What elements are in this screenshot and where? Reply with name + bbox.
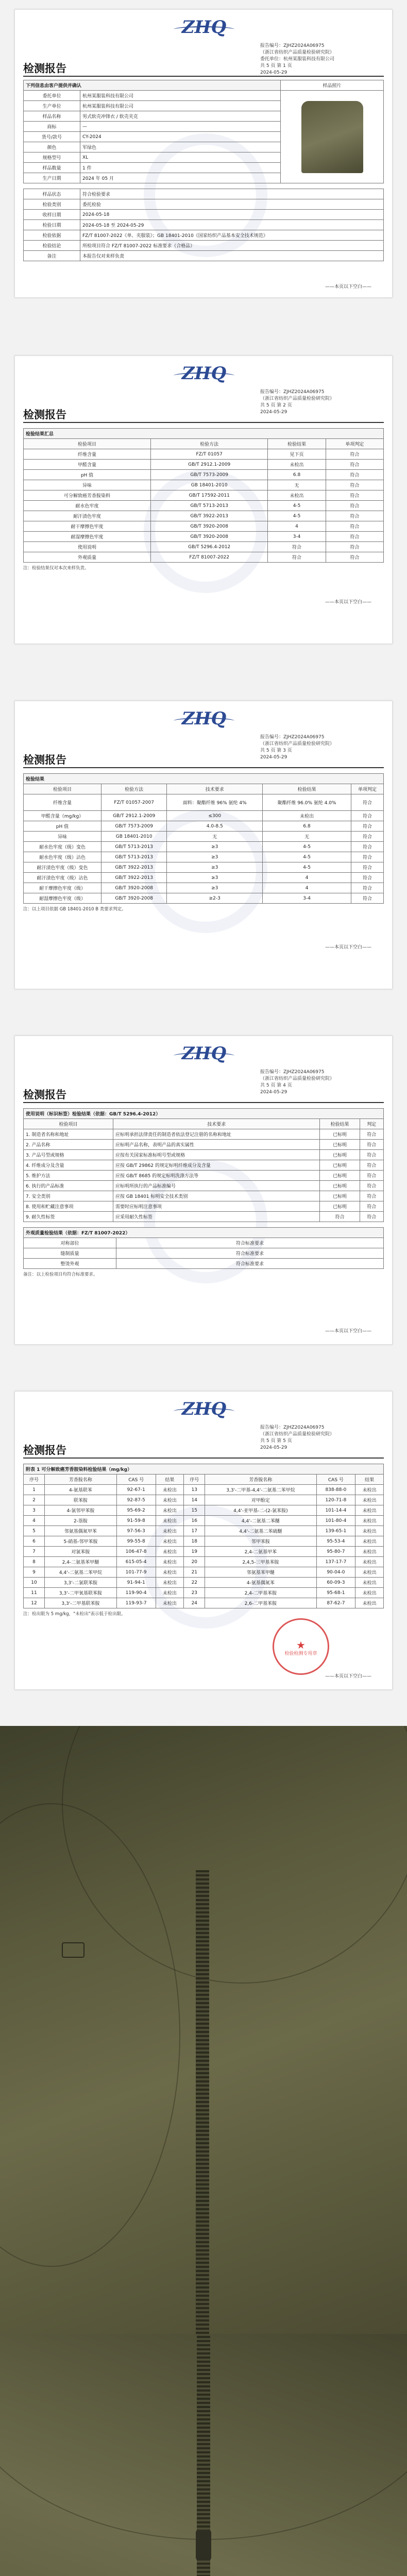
report-meta: 报告编号：ZJHZ2024A06975 （浙江省纺织产品质量检验研究院） 共 5 页 第 2 页 2024-05-29 xyxy=(260,389,335,415)
divider xyxy=(23,1102,384,1103)
divider xyxy=(23,422,384,423)
end-mark: ——本页以下空白—— xyxy=(325,1329,371,1334)
report-meta: 报告编号：ZJHZ2024A06975 （浙江省纺织产品质量检验研究院） 共 5 页 第 4 页 2024-05-29 xyxy=(260,1070,335,1095)
logo: ZHQ xyxy=(169,362,239,385)
divider xyxy=(23,767,384,768)
end-mark: ——本页以下空白—— xyxy=(325,945,371,950)
page-title: 检测报告 xyxy=(23,1089,66,1101)
page-title: 检测报告 xyxy=(23,409,66,421)
report-page-1 xyxy=(14,9,393,298)
label-check: 使用说明（标识标签）检验结果（依据：GB/T 5296.4-2012） 检验项目 技术要求 检验结果 判定 1. 制造者名称和地址 应标明承担法律责任的制造者依法登记注册的名称和地址 已标明 符合 2. 产品名称 应标明产品名称，表明产品的真实属性 已标明 符合 3. 产品号型或规格 应按有关国家标准标明号型或规格 已标明 符合 4. 纤维成分及含量 应按 GB/T 29862 的规定标明纤维成分及含量 已标明 符合 5. 维护方法 应按 GB/T 8685 的规定标明洗涤方法等 已标明 符合 6. 执行的产品标准 应标明所执行的产品标准编号 已标明 符合 7. 安全类别 应按 GB 18401 标明安全技术类别 已标明 符合 8. 使用和贮藏注意事项 需要时应标明注意事项 已标明 符合 9. 耐久性标签 应采用耐久性标签 符合 符合 外观质量检验结果（依据：FZ/T 81007-2022） 对称部位 符合标准要求 缝制质量 符合标准要求 整烫外观 符合标准要求 备注：以上检验项目均符合标准要求。 xyxy=(23,1108,384,1277)
inspection-seal: ★ 检验检测专用章 xyxy=(273,1618,329,1675)
footnote: 备注：以上检验项目均符合标准要求。 xyxy=(23,1272,98,1277)
divider xyxy=(23,76,384,77)
results-detail: 检验结果 检验项目 检验方法 技术要求 检验结果 单项判定 纤维含量 FZ/T 01057-2007 面料：聚酯纤维 96% 氨纶 4% 聚酯纤维 96.0% 氨纶 4.0% 符合 甲醛含量（mg/kg） GB/T 2912.1-2009 ≤300 未检出 符合 pH 值 GB/T 7573-2009 4.0-8.5 6.8 符合 异味 GB 18401-2010 无 无 符合 耐水色牢度（级）变色 GB/T 5713-2013 ≥3 4-5 符合 耐水色牢度（级）沾色 GB/T 5713-2013 ≥3 4-5 符合 耐汗渍色牢度（级）变色 GB/T 3922-2013 ≥3 4-5 符合 耐汗渍色牢度（级）沾色 GB/T 3922-2013 ≥3 4 符合 耐干摩擦色牢度（级） GB/T 3920-2008 ≥3 4 符合 耐湿摩擦色牢度（级） GB/T 3920-2008 ≥2-3 3-4 符合 注：以上项目依据 GB 18401-2010 B 类要求判定。 xyxy=(23,773,384,912)
report-meta: 报告编号：ZJHZ2024A06975 （浙江省纺织产品质量检验研究院） 委托单位：杭州某服装科技有限公司 共 5 页 第 1 页 2024-05-29 xyxy=(260,43,335,75)
report-page-2 xyxy=(14,355,393,644)
brand-badge xyxy=(62,1942,84,1958)
results-summary: 检验结果汇总 检验项目 检验方法 检验结果 单项判定 纤维含量 FZ/T 01057 见下页 符合 甲醛含量 GB/T 2912.1-2009 未检出 符合 pH 值 GB/T 7573-2009 6.8 符合 异味 GB 18401-2010 无 符合 可分解致癌芳香胺染料 GB/T 17592-2011 未检出 符合 耐水色牢度 GB/T 5713-2013 4-5 符合 耐汗渍色牢度 GB/T 3922-2013 4-5 符合 耐干摩擦色牢度 GB/T 3920-2008 4 符合 耐湿摩擦色牢度 GB/T 3920-2008 3-4 符合 使用说明 GB/T 5296.4-2012 符合 符合 外观质量 FZ/T 81007-2022 符合 符合 注：检验结果仅对本次来样负责。 xyxy=(23,428,384,571)
end-mark: ——本页以下空白—— xyxy=(325,1674,371,1679)
star-icon: ★ xyxy=(296,1639,306,1651)
report-page-3 xyxy=(14,701,393,989)
page-title: 检测报告 xyxy=(23,1444,66,1456)
logo: ZHQ xyxy=(169,1398,239,1420)
sample-photo xyxy=(281,91,384,183)
product-photo-hood xyxy=(0,1726,407,2334)
report-page-5 xyxy=(14,1391,393,1690)
end-mark: ——本页以下空白—— xyxy=(325,600,371,605)
divider xyxy=(23,1458,384,1459)
footnote: 注：检验结果仅对本次来样负责。 xyxy=(23,566,89,571)
page-title: 检测报告 xyxy=(23,62,66,75)
report-page-4 xyxy=(14,1036,393,1345)
end-mark: ——本页以下空白—— xyxy=(325,284,371,290)
report-meta: 报告编号：ZJHZ2024A06975 （浙江省纺织产品质量检验研究院） 共 5 页 第 3 页 2024-05-29 xyxy=(260,735,335,760)
footnote: 注：以上项目依据 GB 18401-2010 B 类要求判定。 xyxy=(23,907,126,912)
product-photo-zipper xyxy=(0,2334,407,2576)
logo: ZHQ xyxy=(169,707,239,730)
sample-info: 下列信息由客户提供并确认 样品照片 委托单位 杭州某服装科技有限公司 生产单位 杭州某服装科技有限公司 样品名称 男式软壳冲锋衣 / 软壳夹克 商标 — 货号/款号 CY-2024 颜色 军绿色 规格型号 XL 样品数量 1 件 生产日期 2024 年 05 月 样品状态 符合检验要求 检验类别 委托检验 收样日期 2024-05-18 检验日期 2024-05-18 至 2024-05-29 检验依据 FZ/T 81007-2022《单、夹服装》；GB 18401-2010《国家纺织产品基本安全技术规范》 检验结论 所检项目符合 FZ/T 81007-2022 标准要求（合格品） 备注 本报告仅对来样负责 xyxy=(23,80,384,261)
logo: ZHQ xyxy=(169,1042,239,1065)
footnote: 注：检出限为 5 mg/kg，"未检出"表示低于检出限。 xyxy=(23,1612,126,1617)
amine-table: 附表 1 可分解致癌芳香胺染料检验结果（mg/kg） 序号 芳香胺名称 CAS 号 结果 序号 芳香胺名称 CAS 号 结果 1 4-氨基联苯 92-67-1 未检出 13 3,3'-二甲基-4,4'-二氨基二苯甲烷 838-88-0 未检出 2 联苯胺 92-87-5 未检出 14 对甲酚定 120-71-8 未检出 3 4-氯邻甲苯胺 95-69-2 未检出 15 4,4'-亚甲基-二-(2-氯苯胺) 101-14-4 未检出 4 2-萘胺 91-59-8 未检出 16 4,4'-二氨基二苯醚 101-80-4 未检出 5 邻氨基偶氮甲苯 97-56-3 未检出 17 4,4'-二氨基二苯硫醚 139-65-1 未检出 6 5-硝基-邻甲苯胺 99-55-8 未检出 18 邻甲苯胺 95-53-4 未检出 7 对氯苯胺 106-47-8 未检出 19 2,4-二氨基甲苯 95-80-7 未检出 8 2,4-二氨基苯甲醚 615-05-4 未检出 20 2,4,5-三甲基苯胺 137-17-7 未检出 9 4,4'-二氨基二苯甲烷 101-77-9 未检出 21 邻氨基苯甲醚 90-04-0 未检出 10 3,3'-二氯联苯胺 91-94-1 未检出 22 4-氨基偶氮苯 60-09-3 未检出 11 3,3'-二甲氧基联苯胺 119-90-4 未检出 23 2,4-二甲基苯胺 95-68-1 未检出 12 3,3'-二甲基联苯胺 119-93-7 未检出 24 2,6-二甲基苯胺 87-62-7 未检出 注：检出限为 5 mg/kg，"未检出"表示低于检出限。 xyxy=(23,1464,384,1617)
page-title: 检测报告 xyxy=(23,754,66,766)
logo: ZHQ xyxy=(169,16,239,39)
report-meta: 报告编号：ZJHZ2024A06975 （浙江省纺织产品质量检验研究院） 共 5 页 第 5 页 2024-05-29 xyxy=(260,1425,335,1450)
